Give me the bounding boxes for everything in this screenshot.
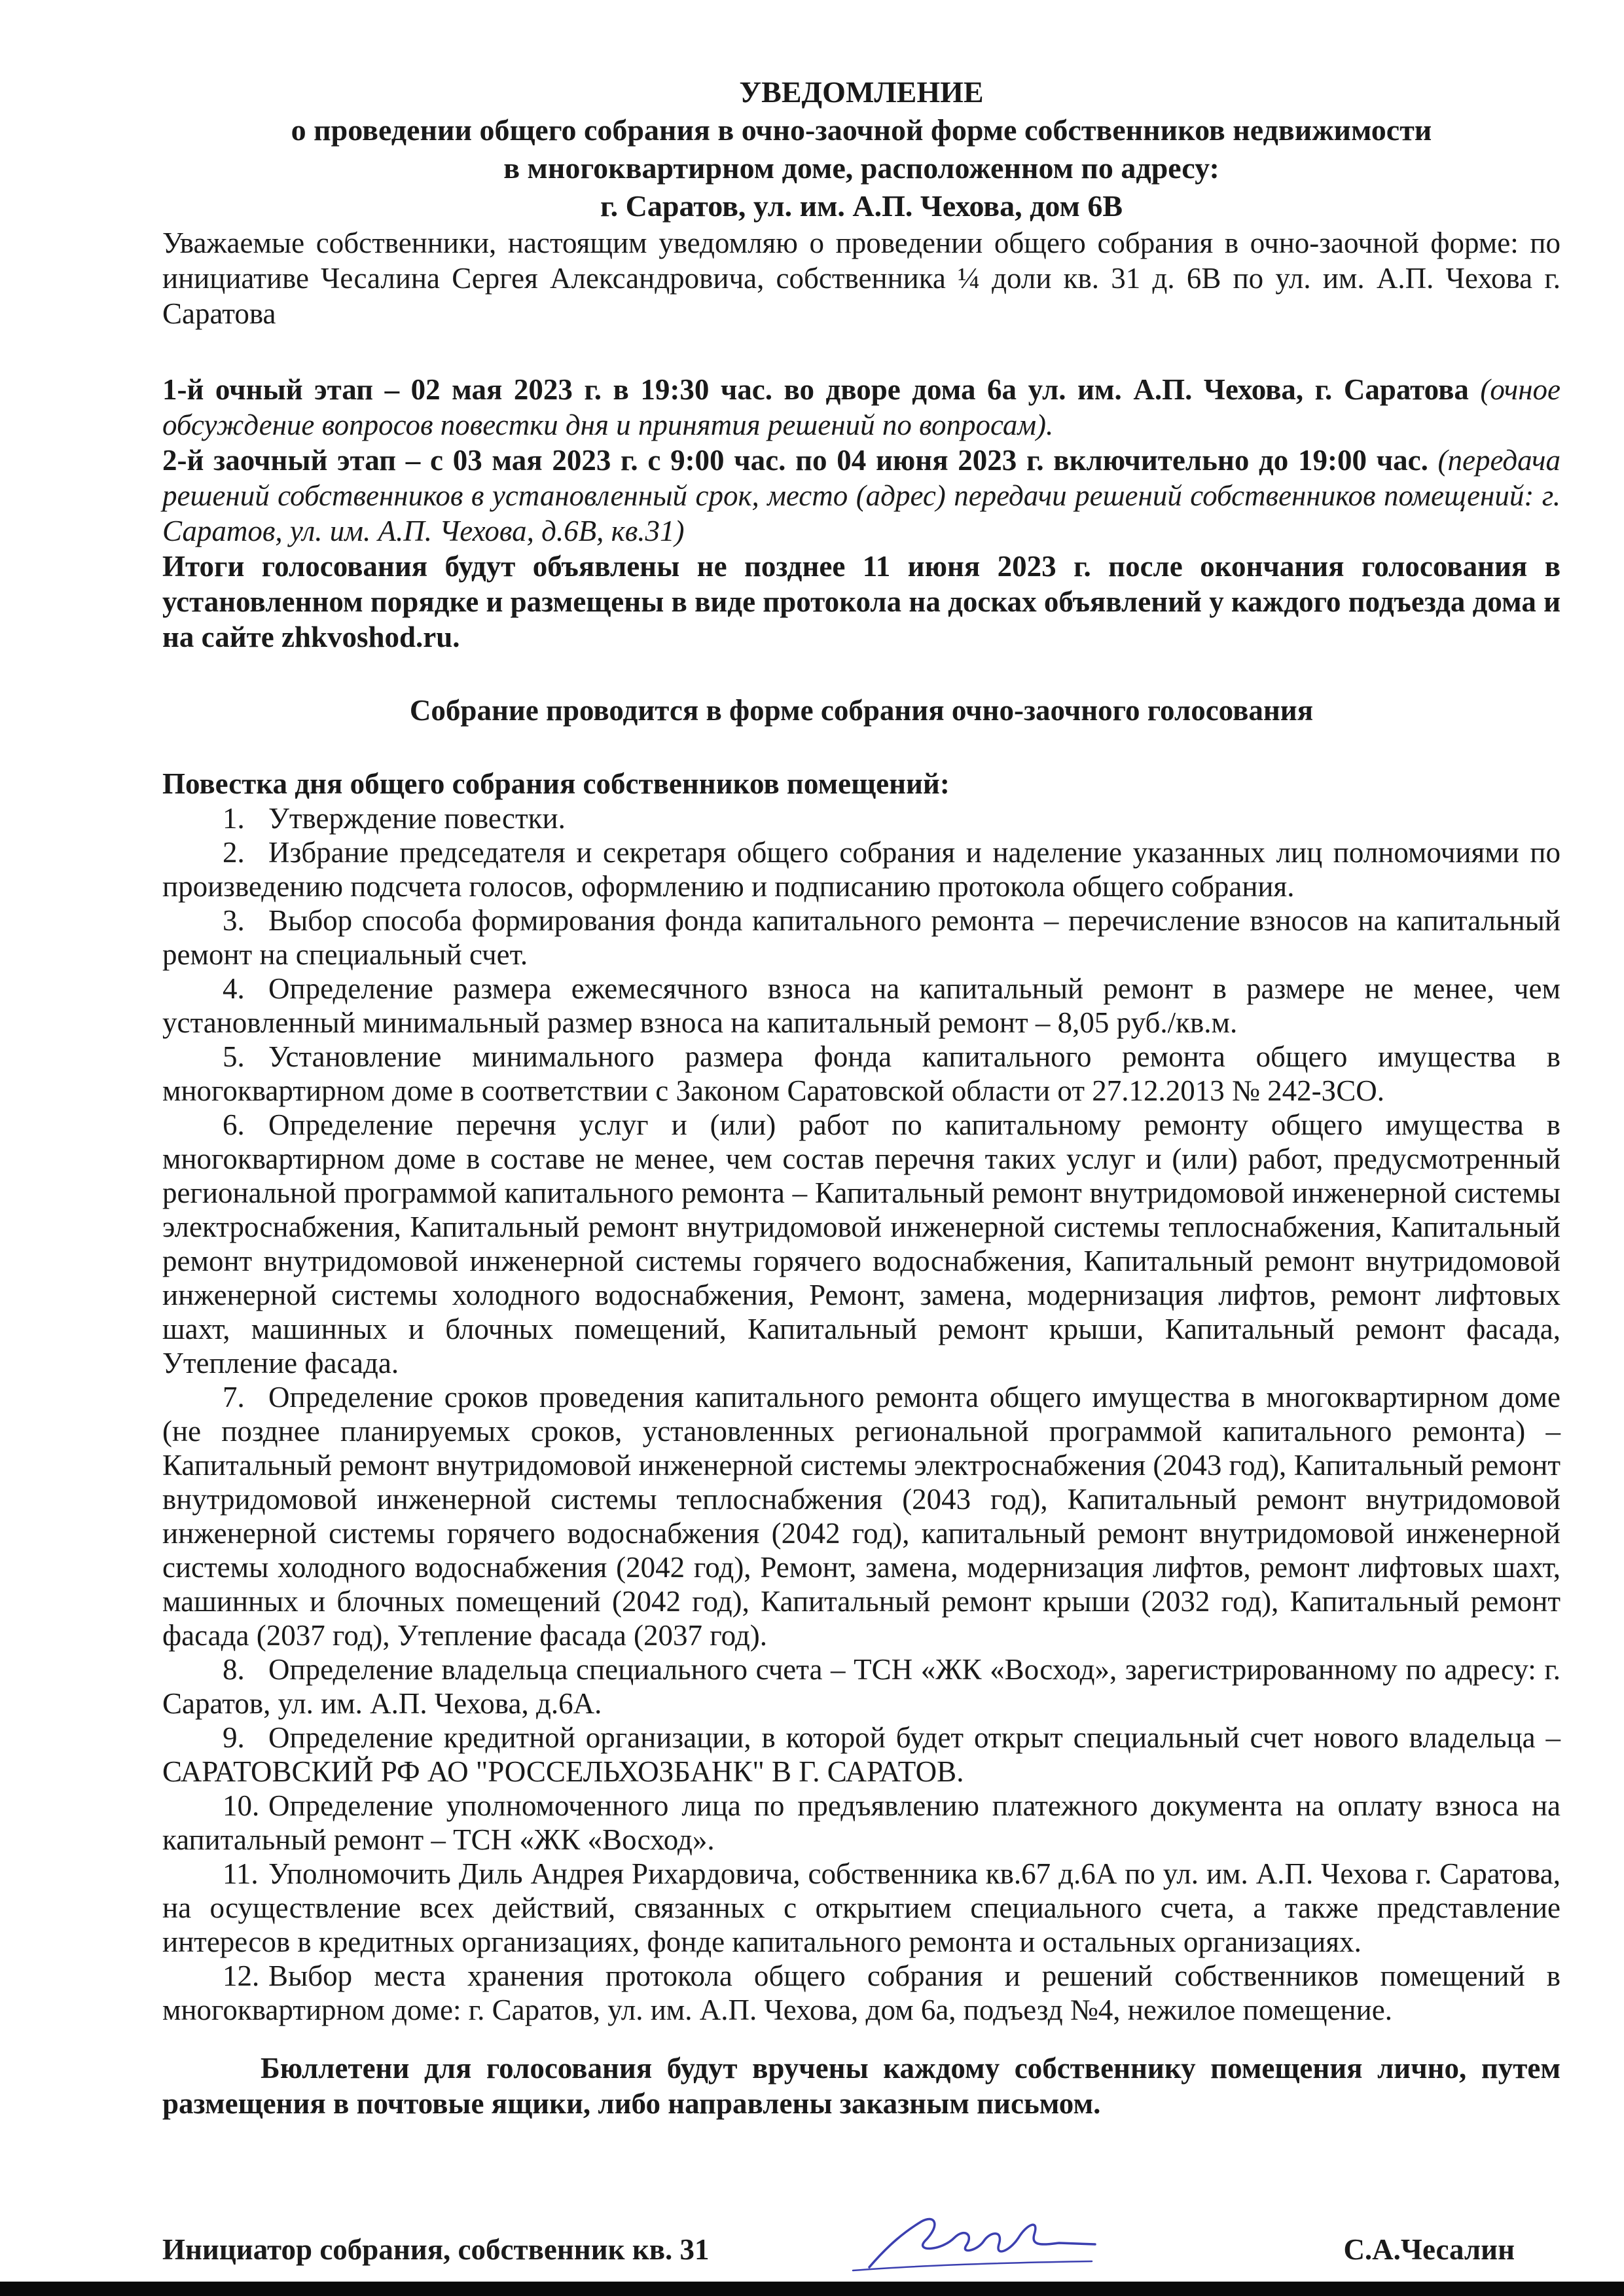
spacer [162, 331, 1561, 372]
agenda-item-number: 4. [223, 972, 245, 1005]
agenda-item-text: Определение сроков проведения капитального ремонта общего имущества в многоквартирном доме (не позднее планируемых сроков, установленных региональной программой капитального ремонта) – Капитальный ремонт внутридомовой инженерной системы электроснабжения (2043 год), Капитальный ремонт внутридомовой инженерной системы теплоснабжения (2043 год), Капитальный ремонт внутридомовой инженерной системы горячего водоснабжения (2042 год), капитальный ремонт внутридомовой инженерной системы холодного водоснабжения (2042 год), Ремонт, замена, модернизация лифтов, ремонт лифтовых шахт, машинных и блочных помещений (2042 год), Капитальный ремонт крыши (2032 год), Капитальный ремонт фасада (2037 год), Утепление фасада (2037 год). [162, 1381, 1561, 1652]
agenda-item-number: 11. [223, 1857, 259, 1890]
agenda-item [162, 1857, 1561, 1959]
agenda-item-text: Уполномочить Диль Андрея Рихардовича, собственника кв.67 д.6А по ул. им. А.П. Чехова г. Саратова, на осуществление всех действий, связанных с открытием специального счета, а также представление интересов в кредитных организациях, фонде капитального ремонта и остальных организациях. [162, 1857, 1561, 1958]
agenda-item-text: Определение размера ежемесячного взноса на капитальный ремонт в размере не менее, чем установленный минимальный размер взноса на капитальный ремонт – 8,05 руб./кв.м. [162, 972, 1561, 1039]
agenda-item-number: 5. [223, 1040, 245, 1073]
agenda-heading: Повестка дня общего собрания собственников помещений: [162, 767, 950, 800]
agenda-item [162, 835, 1561, 903]
intro-paragraph: Уважаемые собственники, настоящим уведомляю о проведении общего собрания в очно-заочной форме: по инициативе Чесалина Сергея Александровича, собственника ¼ доли кв. 31 д. 6В по ул. им. А.П. Чехова г. Саратова [162, 227, 1561, 330]
agenda-item [162, 1380, 1561, 1652]
agenda-list [162, 801, 1561, 2027]
agenda-item-number: 9. [223, 1721, 245, 1754]
agenda-item-text: Определение уполномоченного лица по предъявлению платежного документа на оплату взноса на капитальный ремонт – ТСН «ЖК «Восход». [162, 1789, 1561, 1856]
agenda-item-text: Установление минимального размера фонда капитального ремонта общего имущества в многоквартирном доме в соответствии с Законом Саратовской области от 27.12.2013 № 242-ЗСО. [162, 1040, 1561, 1107]
agenda-item [162, 1959, 1561, 2027]
agenda-item-text: Избрание председателя и секретаря общего собрания и наделение указанных лиц полномочиями по произведению подсчета голосов, оформлению и подписанию протокола общего собрания. [162, 836, 1561, 903]
signature-row [162, 2213, 1561, 2285]
results-paragraph: Итоги голосования будут объявлены не позднее 11 июня 2023 г. после окончания голосования в установленном порядке и размещены в виде протокола на досках объявлений у каждого подъезда дома и на сайте zhkvoshod.ru. [162, 550, 1561, 653]
spacer [162, 655, 1561, 693]
stage-one-schedule: 1-й очный этап – 02 мая 2023 г. в 19:30 час. во дворе дома 6а ул. им. А.П. Чехова, г. Саратова [162, 373, 1469, 406]
agenda-item-number: 7. [223, 1381, 245, 1413]
agenda-item-number: 8. [223, 1653, 245, 1686]
spacer [162, 2027, 1561, 2050]
agenda-item [162, 1721, 1561, 1789]
signature-stroke [869, 2219, 1095, 2267]
agenda-item-text: Утверждение повестки. [268, 802, 566, 835]
stage-two [162, 443, 1561, 549]
document-address: г. Саратов, ул. им. А.П. Чехова, дом 6В [600, 189, 1123, 223]
agenda-item-text: Выбор способа формирования фонда капитального ремонта – перечисление взносов на капитальный ремонт на специальный счет. [162, 904, 1561, 971]
agenda-item-number: 6. [223, 1108, 245, 1141]
stage-one-note: (очное обсуждение вопросов повестки дня и принятия решений по вопросам). [162, 373, 1561, 441]
document-subtitle-line1: о проведении общего собрания в очно-заочной форме собственников недвижимости [291, 113, 1432, 147]
spacer [162, 728, 1561, 766]
initiator-name: С.А.Чесалин [1343, 2233, 1515, 2266]
document-title: УВЕДОМЛЕНИЕ [739, 75, 984, 109]
agenda-item-number: 3. [223, 904, 245, 937]
document-subtitle-line2: в многоквартирном доме, расположенном по адресу: [503, 151, 1219, 185]
agenda-item-number: 10. [223, 1789, 260, 1822]
form-notice: Собрание проводится в форме собрания очно-заочного голосования [409, 694, 1314, 727]
agenda-item-text: Определение кредитной организации, в которой будет открыт специальный счет нового владельца – САРАТОВСКИЙ РФ АО "РОССЕЛЬХОЗБАНК" В Г. САРАТОВ. [162, 1721, 1561, 1788]
notice-document [162, 73, 1561, 2121]
agenda-item-number: 12. [223, 1959, 260, 1992]
scan-bottom-edge [0, 2282, 1624, 2296]
signature-flourish [853, 2261, 1092, 2270]
agenda-item-text: Определение владельца специального счета – ТСН «ЖК «Восход», зарегистрированному по адресу: г. Саратов, ул. им. А.П. Чехова, д.6А. [162, 1653, 1561, 1720]
agenda-item [162, 1040, 1561, 1108]
agenda-item [162, 1108, 1561, 1380]
agenda-item [162, 972, 1561, 1040]
agenda-item-text: Определение перечня услуг и (или) работ по капитальному ремонту общего имущества в многоквартирном доме в составе не менее, чем состав перечня таких услуг и (или) работ, предусмотренный региональной программой капитального ремонта – Капитальный ремонт внутридомовой инженерной системы электроснабжения, Капитальный ремонт внутридомовой инженерной системы теплоснабжения, Капитальный ремонт внутридомовой инженерной системы горячего водоснабжения, Капитальный ремонт внутридомовой инженерной системы холодного водоснабжения, Ремонт, замена, модернизация лифтов, ремонт лифтовых шахт, машинных и блочных помещений, Капитальный ремонт крыши, Капитальный ремонт фасада, Утепление фасада. [162, 1108, 1561, 1379]
agenda-item-number: 2. [223, 836, 245, 869]
initiator-label: Инициатор собрания, собственник кв. 31 [162, 2233, 710, 2266]
stage-two-schedule: 2-й заочный этап – с 03 мая 2023 г. с 9:00 час. по 04 июня 2023 г. включительно до 19:00 час. [162, 444, 1428, 477]
stage-one [162, 372, 1561, 443]
ballots-paragraph: Бюллетени для голосования будут вручены каждому собственнику помещения лично, путем размещения в почтовые ящики, либо направлены заказным письмом. [162, 2052, 1561, 2120]
agenda-item [162, 801, 1561, 835]
stage-two-note: (передача решений собственников в установленный срок, место (адрес) передачи решений собственников помещений: г. Саратов, ул. им. А.П. Чехова, д.6В, кв.31) [162, 444, 1561, 547]
agenda-item-number: 1. [223, 802, 245, 835]
handwritten-signature [843, 2205, 1098, 2277]
agenda-item [162, 1789, 1561, 1857]
agenda-item [162, 1652, 1561, 1721]
agenda-item [162, 903, 1561, 972]
agenda-item-text: Выбор места хранения протокола общего собрания и решений собственников помещений в многоквартирном доме: г. Саратов, ул. им. А.П. Чехова, дом 6а, подъезд №4, нежилое помещение. [162, 1959, 1561, 2026]
